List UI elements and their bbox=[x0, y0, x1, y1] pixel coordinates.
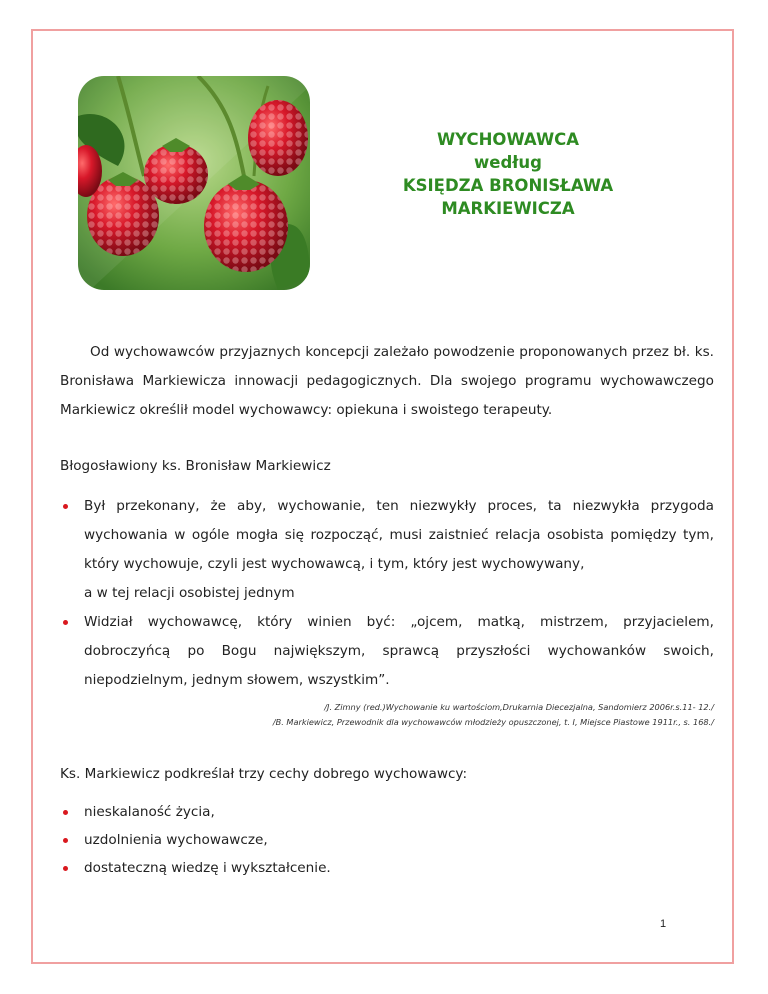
bullet-text: Był przekonany, że aby, wychowanie, ten niezwykły proces, ta niezwykła przygoda wychowania w ogóle mogła się rozpocząć, musi zaistnieć relacja osobista pomiędzy tym, który wychowuje, czyli jest wychowawcą, i tym, który jest wychowywany, bbox=[84, 498, 714, 572]
traits-heading: Ks. Markiewicz podkreślał trzy cechy dobrego wychowawcy: bbox=[60, 766, 468, 782]
title-line-2: według bbox=[474, 153, 542, 172]
bullet-text: Widział wychowawcę, który winien być: „ojcem, matką, mistrzem, przyjacielem, dobroczyńcą po Bogu największym, sprawcą przyszłości wychowanków swoich, niepodzielnym, jednym słowem, wszystkim”. bbox=[84, 614, 714, 688]
intro-paragraph bbox=[60, 338, 714, 425]
page-title bbox=[360, 128, 656, 220]
list-item bbox=[60, 492, 714, 608]
references bbox=[60, 700, 714, 730]
title-line-1: WYCHOWAWCA bbox=[436, 130, 580, 149]
bullet-list bbox=[60, 492, 714, 695]
reference-1: /J. Zimny (red.)Wychowanie ku wartościom,Drukarnia Diecezjalna, Sandomierz 2006r.s.11- 12./ bbox=[324, 702, 714, 712]
list-item: dostateczną wiedzę i wykształcenie. bbox=[60, 854, 714, 882]
reference-2: /B. Markiewicz, Przewodnik dla wychowawców młodzieży opuszczonej, t. I, Miejsce Piastowe 1911r., s. 168./ bbox=[272, 717, 714, 727]
traits-list bbox=[60, 798, 714, 882]
intro-text: Od wychowawców przyjaznych koncepcji zależało powodzenie proponowanych przez bł. ks. Bronisława Markiewicza innowacji pedagogicznych. Dla swojego programu wychowawczego Markiewicz określił model wychowawcy: opiekuna i swoistego terapeuty. bbox=[60, 344, 714, 418]
list-item: uzdolnienia wychowawcze, bbox=[60, 826, 714, 854]
raspberries-photo bbox=[78, 76, 310, 290]
bullet-continuation: a w tej relacji osobistej jednym bbox=[84, 585, 295, 601]
page-number: 1 bbox=[660, 918, 667, 930]
subheading: Błogosławiony ks. Bronisław Markiewicz bbox=[60, 458, 331, 474]
title-line-3: KSIĘDZA BRONISŁAWA bbox=[402, 176, 614, 195]
list-item: nieskalaność życia, bbox=[60, 798, 714, 826]
list-item bbox=[60, 608, 714, 695]
title-line-4: MARKIEWICZA bbox=[441, 199, 575, 218]
